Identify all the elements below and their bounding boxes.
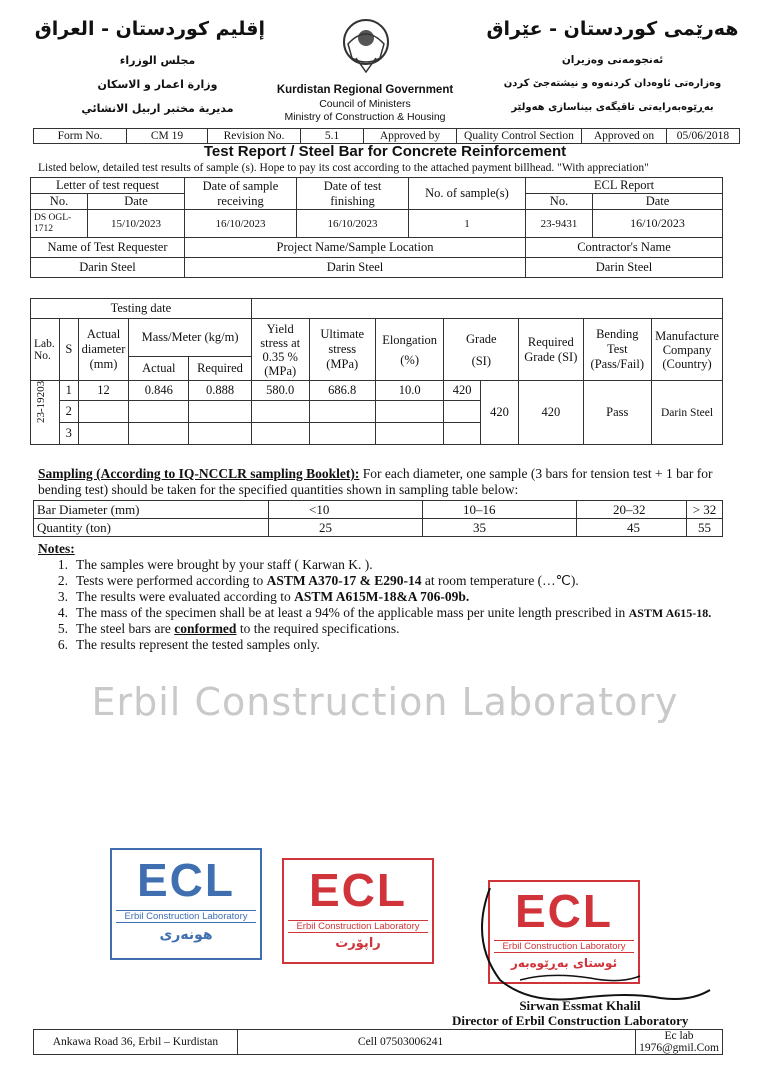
notes-section [38,541,728,653]
ecl-date-header: Date [593,194,723,210]
table-row [31,381,723,401]
approved-by-value: Quality Control Section [457,129,582,144]
revision-value: 5.1 [301,129,364,144]
header-ku-line2: وەزارەتی ئاوەدان کردنەوە و نیشتەجێ کردن [503,78,722,89]
results-table [30,298,723,445]
ultimate-header: Ultimate stress (MPa) [309,319,375,381]
approved-on-label: Approved on [582,129,667,144]
diameter-2: 10–16 [423,501,577,519]
sampling-table [33,500,723,537]
project-header: Project Name/Sample Location [185,238,526,258]
requester-value: Darin Steel [31,258,185,278]
note-6: 6. The results represent the tested samples only. [57,637,320,652]
row1-ultimate: 686.8 [309,381,375,401]
grade-unit: (SI) [471,353,492,368]
row2-s: 2 [59,401,78,423]
stamp-report [282,858,434,964]
sampling-text [38,466,728,498]
letter-date-header: Date [88,194,185,210]
report-intro: Listed below, detailed test results of sample (s). Hope to pay its cost according to the attached payment billhead. "With appreciation" [38,162,649,174]
req-grade-value: 420 [519,381,583,445]
stamp-director-name: Erbil Construction Laboratory [494,940,634,953]
report-title: Test Report / Steel Bar for Concrete Reinforcement [203,143,567,160]
contractor-value: Darin Steel [526,258,723,278]
elongation-unit: (%) [400,352,419,367]
note-5: 5. The steel bars are conformed to the required specifications. [57,621,400,636]
krg-emblem-icon [340,14,392,76]
note-1: 1. The samples were brought by your staff ( Karwan K. ). [57,557,373,572]
manufacturer-header: Manufacture Company (Country) [652,319,723,381]
bar-diameter-label: Bar Diameter (mm) [34,501,269,519]
footer-address: Ankawa Road 36, Erbil – Kurdistan [34,1030,238,1055]
note-4: 4. The mass of the specimen shall be at least a 94% of the applicable mass per unite length prescribed in ASTM A615-18. [57,605,712,620]
grade-label: Grade [466,331,497,346]
finishing-header: Date of test finishing [297,178,409,210]
quantity-2: 35 [423,519,577,537]
sampling-heading: Sampling (According to IQ-NCCLR sampling Booklet): [38,466,360,481]
elongation-header [375,319,444,381]
header-ku-line3: بەڕێوەبەرایەتی تاقیگەی بیناسازی هەولێر [511,102,714,113]
bending-value: Pass [583,381,652,445]
receiving-header: Date of sample receiving [185,178,297,210]
row1-mass-required: 0.888 [189,381,251,401]
receiving-date: 16/10/2023 [185,210,297,238]
ecl-date: 16/10/2023 [593,210,723,238]
footer-email: Ec lab 1976@gmil.Com [636,1030,723,1055]
manufacturer-value: Darin Steel [652,381,723,445]
note-2: 2. Tests were performed according to ASTM A370-17 & E290-14 at room temperature (…℃). [57,573,579,588]
ecl-no-header: No. [526,194,593,210]
header [30,10,740,125]
quantity-label: Quantity (ton) [34,519,269,537]
grade-merged: 420 [480,381,518,445]
yield-header: Yield stress at 0.35 % (MPa) [251,319,309,381]
diameter-4: > 32 [687,501,723,519]
header-ar-line1: مجلس الوزراء [119,54,196,67]
letter-date: 15/10/2023 [88,210,185,238]
project-value: Darin Steel [185,258,526,278]
mass-header: Mass/Meter (kg/m) [129,319,251,357]
stamp-report-logo: ECL [309,864,407,916]
header-en-line2: Ministry of Construction & Housing [284,111,446,123]
header-ar-title: إقليم كوردستان - العراق [34,18,265,40]
form-no-value: CM 19 [127,129,208,144]
lab-no-value: 23-19203 [35,380,47,423]
row1-s: 1 [59,381,78,401]
samples-header: No. of sample(s) [409,178,526,210]
quantity-4: 55 [687,519,723,537]
header-ku-title: هەرێمی کوردستان - عێراق [486,18,739,40]
header-en-title: Kurdistan Regional Government [276,84,454,96]
form-no-label: Form No. [34,129,127,144]
elongation-label: Elongation [382,332,438,347]
row1-elongation: 10.0 [375,381,444,401]
lab-no-header: Lab. No. [31,319,60,381]
watermark-text: Erbil Construction Laboratory [91,680,679,724]
ecl-report-header: ECL Report [526,178,723,194]
grade-header [444,319,519,381]
letter-no: DS OGL-1712 [31,210,88,238]
stamp-technical-name: Erbil Construction Laboratory [116,910,256,923]
s-header: S [59,319,78,381]
footer-bar [33,1029,723,1055]
req-grade-header: Required Grade (SI) [519,319,583,381]
mass-required-header: Required [189,357,251,381]
notes-heading: Notes: [38,541,75,556]
diameter-header: Actual diameter (mm) [78,319,129,381]
request-table [30,177,723,278]
stamp-report-sub: راپۆرت [335,936,381,951]
diameter-3: 20–32 [577,501,687,519]
note-3: 3. The results were evaluated according to ASTM A615M-18&A 706-09b. [57,589,470,604]
sampling-body: For each diameter, one sample (3 bars for tension test + 1 bar for bending test) should be taken for the specified quantities shown in sampling table below: [38,466,713,497]
samples-count: 1 [409,210,526,238]
signatory-name: Sirwan Essmat Khalil [519,998,641,1013]
quantity-1: 25 [269,519,423,537]
row1-mass-actual: 0.846 [129,381,189,401]
finishing-date: 16/10/2023 [297,210,409,238]
bending-header: Bending Test (Pass/Fail) [583,319,652,381]
quantity-3: 45 [577,519,687,537]
stamp-director-logo: ECL [515,885,613,937]
mass-actual-header: Actual [129,357,189,381]
ecl-no: 23-9431 [526,210,593,238]
stamp-report-name: Erbil Construction Laboratory [288,920,428,933]
header-ku-line1: ئەنجومەنی وەزیران [561,54,664,66]
letter-no-header: No. [31,194,88,210]
stamp-technical [110,848,262,960]
form-info-bar [33,128,740,144]
row1-grade: 420 [444,381,480,401]
header-en-line1: Council of Ministers [319,98,411,110]
header-ar-line3: مديرية مختبر اربيل الانشائي [81,102,234,115]
row1-yield: 580.0 [251,381,309,401]
signatory-title: Director of Erbil Construction Laboratory [452,1013,689,1028]
approved-on-value: 05/06/2018 [667,129,740,144]
header-ar-line2: وزارة اعمار و الاسكان [97,78,218,91]
stamp-technical-logo: ECL [137,854,235,906]
row3-s: 3 [59,423,78,445]
approved-by-label: Approved by [364,129,457,144]
revision-label: Revision No. [208,129,301,144]
contractor-header: Contractor's Name [526,238,723,258]
signature-scribble-icon [460,880,720,1010]
diameter-1: <10 [269,501,423,519]
requester-header: Name of Test Requester [31,238,185,258]
row1-diameter: 12 [78,381,129,401]
testing-date-value [251,299,722,319]
stamp-director-sub: ئوستای بەڕێوەبەر [510,956,618,970]
stamp-technical-sub: هونەری [159,927,213,943]
lab-no [31,381,60,445]
letter-header: Letter of test request [31,178,185,194]
testing-date-label: Testing date [31,299,252,319]
footer-phone: Cell 07503006241 [237,1030,635,1055]
